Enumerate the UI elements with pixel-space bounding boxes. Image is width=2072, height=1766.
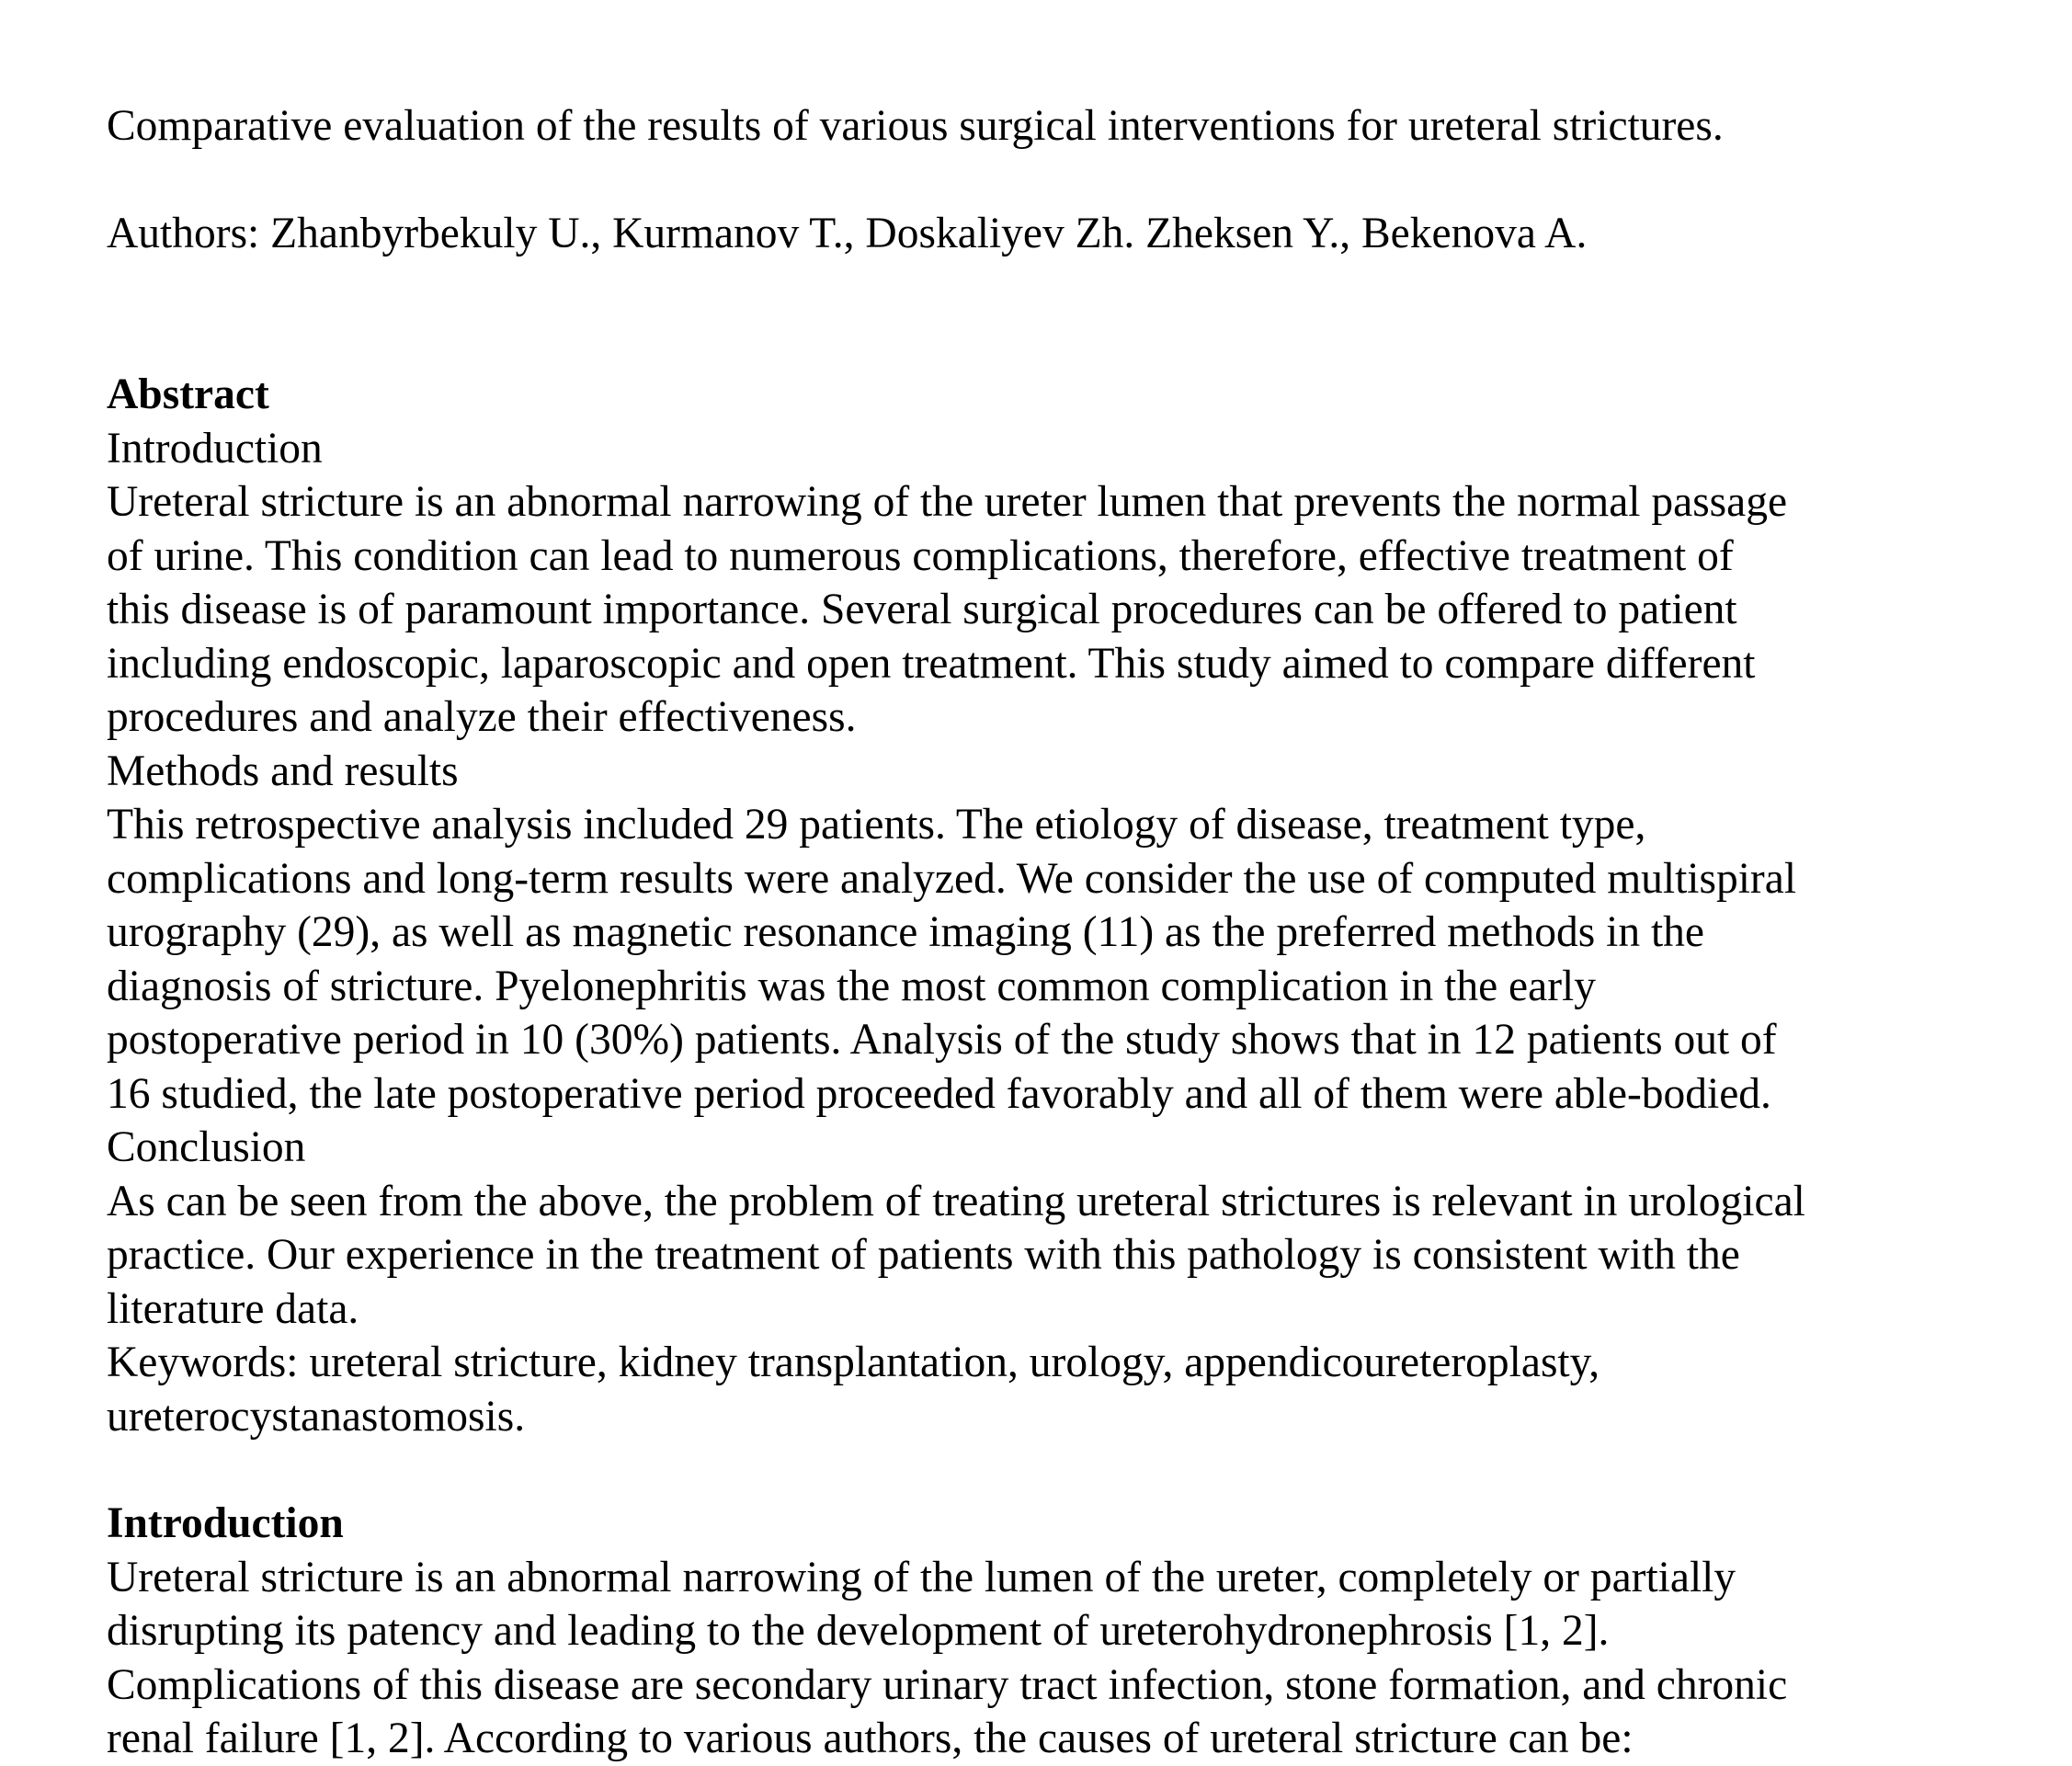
text-line: Complications of this disease are secondary urinary tract infection, stone formation, and chronic bbox=[107, 1660, 1788, 1709]
abstract-methods-paragraph bbox=[107, 798, 2000, 1121]
introduction-paragraph bbox=[107, 1551, 2000, 1766]
abstract-conclusion-heading: Conclusion bbox=[107, 1123, 306, 1171]
text-line: this disease is of paramount importance. Several surgical procedures can be offered to patient bbox=[107, 586, 1737, 633]
text-line: practice. Our experience in the treatment of patients with this pathology is consistent with the bbox=[107, 1231, 1740, 1279]
abstract-conclusion-paragraph bbox=[107, 1175, 2000, 1337]
text-line: procedures and analyze their effectiveness. bbox=[107, 693, 857, 741]
introduction-section bbox=[107, 1497, 2000, 1766]
abstract-intro-heading: Introduction bbox=[107, 424, 323, 473]
text-line: diagnosis of stricture. Pyelonephritis was the most common complication in the early bbox=[107, 962, 1596, 1010]
introduction-heading: Introduction bbox=[107, 1499, 344, 1547]
text-line: This retrospective analysis included 29 patients. The etiology of disease, treatment type, bbox=[107, 801, 1646, 849]
paper-page bbox=[107, 99, 2000, 1766]
text-line: complications and long-term results were analyzed. We consider the use of computed multispiral bbox=[107, 854, 1797, 903]
paper-title: Comparative evaluation of the results of various surgical interventions for ureteral strictures. bbox=[107, 102, 1724, 150]
text-line: Keywords: ureteral stricture, kidney transplantation, urology, appendicoureteroplasty, bbox=[107, 1339, 1600, 1386]
paper-authors: Authors: Zhanbyrbekuly U., Kurmanov T., Doskaliyev Zh. Zheksen Y., Bekenova A. bbox=[107, 209, 1588, 257]
text-line: disrupting its patency and leading to the development of ureterohydronephrosis [1, 2]. bbox=[107, 1607, 1610, 1655]
abstract-section bbox=[107, 368, 2000, 1443]
abstract-methods-heading: Methods and results bbox=[107, 746, 459, 795]
text-line: ureterocystanastomosis. bbox=[107, 1392, 526, 1441]
text-line: As can be seen from the above, the problem of treating ureteral strictures is relevant in urological bbox=[107, 1177, 1805, 1225]
text-line: literature data. bbox=[107, 1284, 359, 1333]
keywords bbox=[107, 1336, 2000, 1443]
text-line: of urine. This condition can lead to numerous complications, therefore, effective treatment of bbox=[107, 531, 1734, 580]
text-line: postoperative period in 10 (30%) patients. Analysis of the study shows that in 12 patients out of bbox=[107, 1016, 1777, 1064]
text-line: renal failure [1, 2]. According to various authors, the causes of ureteral stricture can be: bbox=[107, 1715, 1634, 1762]
text-line: urography (29), as well as magnetic resonance imaging (11) as the preferred methods in the bbox=[107, 908, 1704, 956]
text-line: including endoscopic, laparoscopic and open treatment. This study aimed to compare different bbox=[107, 639, 1756, 688]
text-line: Ureteral stricture is an abnormal narrowing of the ureter lumen that prevents the normal passage bbox=[107, 478, 1788, 526]
abstract-heading: Abstract bbox=[107, 370, 269, 418]
text-line: Ureteral stricture is an abnormal narrowing of the lumen of the ureter, completely or partially bbox=[107, 1553, 1736, 1601]
abstract-intro-paragraph bbox=[107, 475, 2000, 745]
text-line: 16 studied, the late postoperative period proceeded favorably and all of them were able-bodied. bbox=[107, 1069, 1771, 1118]
